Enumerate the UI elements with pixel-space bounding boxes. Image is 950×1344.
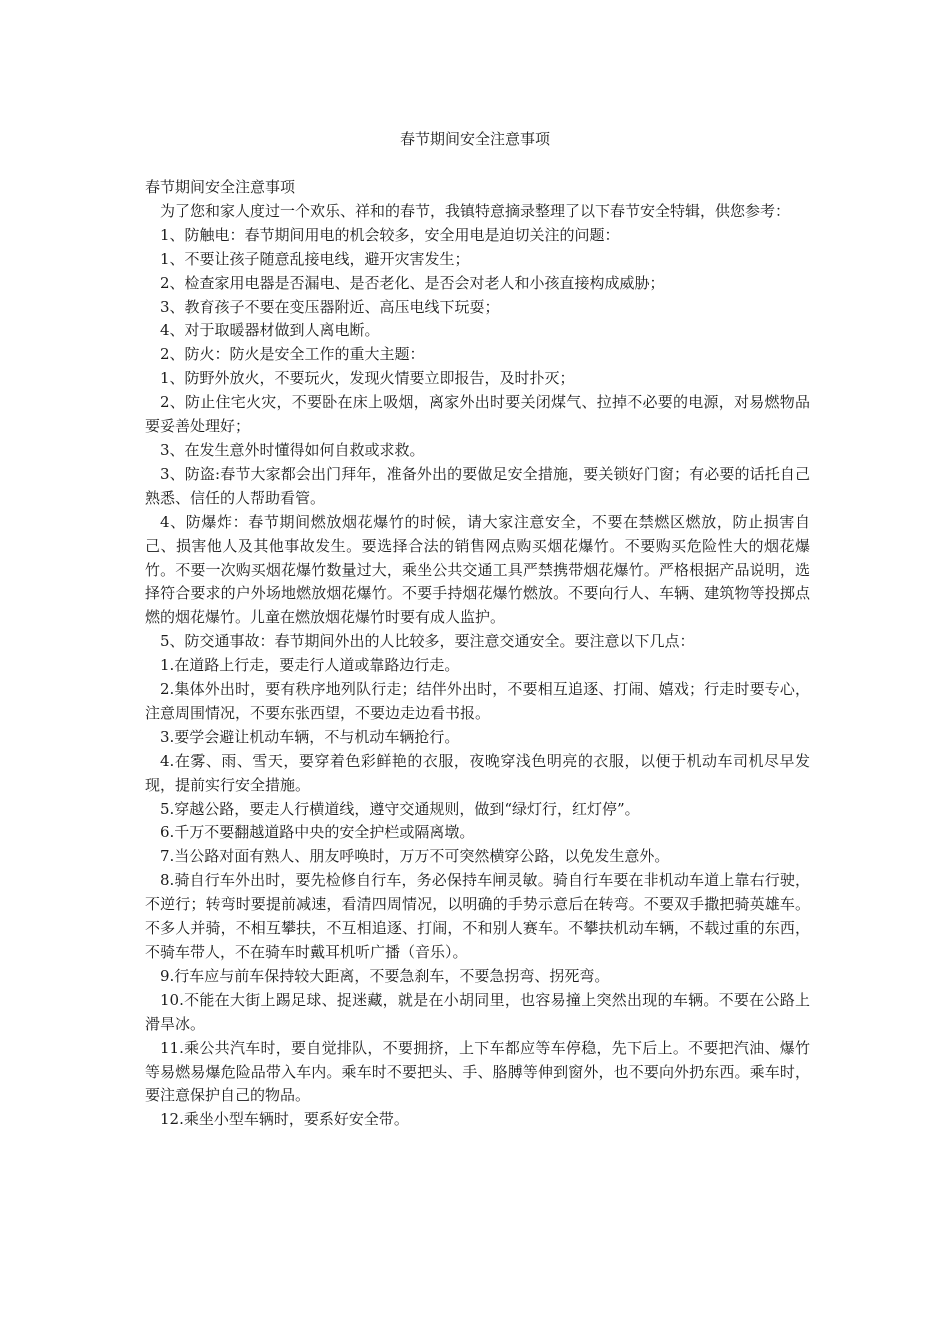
paragraph: 11.乘公共汽车时，要自觉排队，不要拥挤，上下车都应等车停稳，先下后上。不要把汽油、爆竹等易燃易爆危险品带入车内。乘车时不要把头、手、胳膊等伸到窗外，也不要向外扔东西。乘车时，要注意保护自己的物品。 bbox=[145, 1038, 810, 1105]
document-title: 春节期间安全注意事项 bbox=[399, 130, 550, 148]
paragraph: 2、防火：防火是安全工作的重大主题： bbox=[160, 345, 425, 364]
paragraph: 1、不要让孩子随意乱接电线，避开灾害发生； bbox=[160, 249, 470, 268]
paragraph: 3、教育孩子不要在变压器附近、高压电线下玩耍； bbox=[160, 297, 500, 316]
paragraph: 5.穿越公路，要走人行横道线，遵守交通规则，做到“绿灯行，红灯停”。 bbox=[160, 799, 640, 818]
paragraph: 5、防交通事故：春节期间外出的人比较多，要注意交通安全。要注意以下几点： bbox=[160, 632, 695, 651]
paragraph: 为了您和家人度过一个欢乐、祥和的春节，我镇特意摘录整理了以下春节安全特辑，供您参考： bbox=[160, 201, 791, 220]
paragraph: 4.在雾、雨、雪天，要穿着色彩鲜艳的衣服，夜晚穿浅色明亮的衣服，以便于机动车司机尽早发现，提前实行安全措施。 bbox=[145, 751, 810, 794]
paragraph: 4、防爆炸：春节期间燃放烟花爆竹的时候，请大家注意安全，不要在禁燃区燃放，防止损害自己、损害他人及其他事故发生。要选择合法的销售网点购买烟花爆竹。不要购买危险性大的烟花爆竹。不要一次购买烟花爆竹数量过大，乘坐公共交通工具严禁携带烟花爆竹。严格根据产品说明，选择符合要求的户外场地燃放烟花爆竹。不要手持烟花爆竹燃放。不要向行人、车辆、建筑物等投掷点燃的烟花爆竹。儿童在燃放烟花爆竹时要有成人监护。 bbox=[145, 512, 810, 627]
paragraph: 7.当公路对面有熟人、朋友呼唤时，万万不可突然横穿公路，以免发生意外。 bbox=[160, 847, 670, 866]
paragraph: 2、检查家用电器是否漏电、是否老化、是否会对老人和小孩直接构成威胁； bbox=[160, 273, 665, 292]
paragraph: 1、防触电：春节期间用电的机会较多，安全用电是迫切关注的问题： bbox=[160, 225, 620, 244]
paragraph: 8.骑自行车外出时，要先检修自行车，务必保持车闸灵敏。骑自行车要在非机动车道上靠右行驶，不逆行；转弯时要提前减速，看清四周情况，以明确的手势示意后在转弯。不要双手撒把骑英雄车。不多人并骑，不相互攀扶，不互相追逐、打闹，不和别人赛车。不攀扶机动车辆，不载过重的东西，不骑车带人，不在骑车时戴耳机听广播（音乐）。 bbox=[145, 871, 810, 961]
paragraph: 1、防野外放火，不要玩火，发现火情要立即报告，及时扑灭； bbox=[160, 369, 575, 388]
paragraph: 2.集体外出时，要有秩序地列队行走；结伴外出时，不要相互追逐、打闹、嬉戏；行走时要专心，注意周围情况，不要东张西望，不要边走边看书报。 bbox=[145, 680, 810, 722]
paragraph: 4、对于取暖器材做到人离电断。 bbox=[160, 321, 380, 340]
paragraph: 1.在道路上行走，要走行人道或靠路边行走。 bbox=[160, 656, 460, 675]
document-body bbox=[145, 176, 810, 1132]
paragraph: 2、防止住宅火灾，不要卧在床上吸烟，离家外出时要关闭煤气、拉掉不必要的电源，对易燃物品要妥善处理好； bbox=[145, 393, 810, 436]
paragraph: 3.要学会避让机动车辆，不与机动车辆抢行。 bbox=[160, 727, 460, 746]
paragraph: 12.乘坐小型车辆时，要系好安全带。 bbox=[160, 1110, 409, 1129]
paragraph: 3、在发生意外时懂得如何自救或求救。 bbox=[160, 440, 425, 459]
paragraph: 6.千万不要翻越道路中央的安全护栏或隔离墩。 bbox=[160, 823, 475, 842]
section-heading: 春节期间安全注意事项 bbox=[145, 178, 296, 196]
paragraph: 9.行车应与前车保持较大距离，不要急刹车，不要急拐弯、拐死弯。 bbox=[160, 966, 610, 985]
paragraph: 3、防盗:春节大家都会出门拜年，准备外出的要做足安全措施，要关锁好门窗；有必要的话托自己熟悉、信任的人帮助看管。 bbox=[145, 464, 810, 507]
paragraph: 10.不能在大街上踢足球、捉迷藏，就是在小胡同里，也容易撞上突然出现的车辆。不要在公路上滑旱冰。 bbox=[145, 990, 810, 1033]
